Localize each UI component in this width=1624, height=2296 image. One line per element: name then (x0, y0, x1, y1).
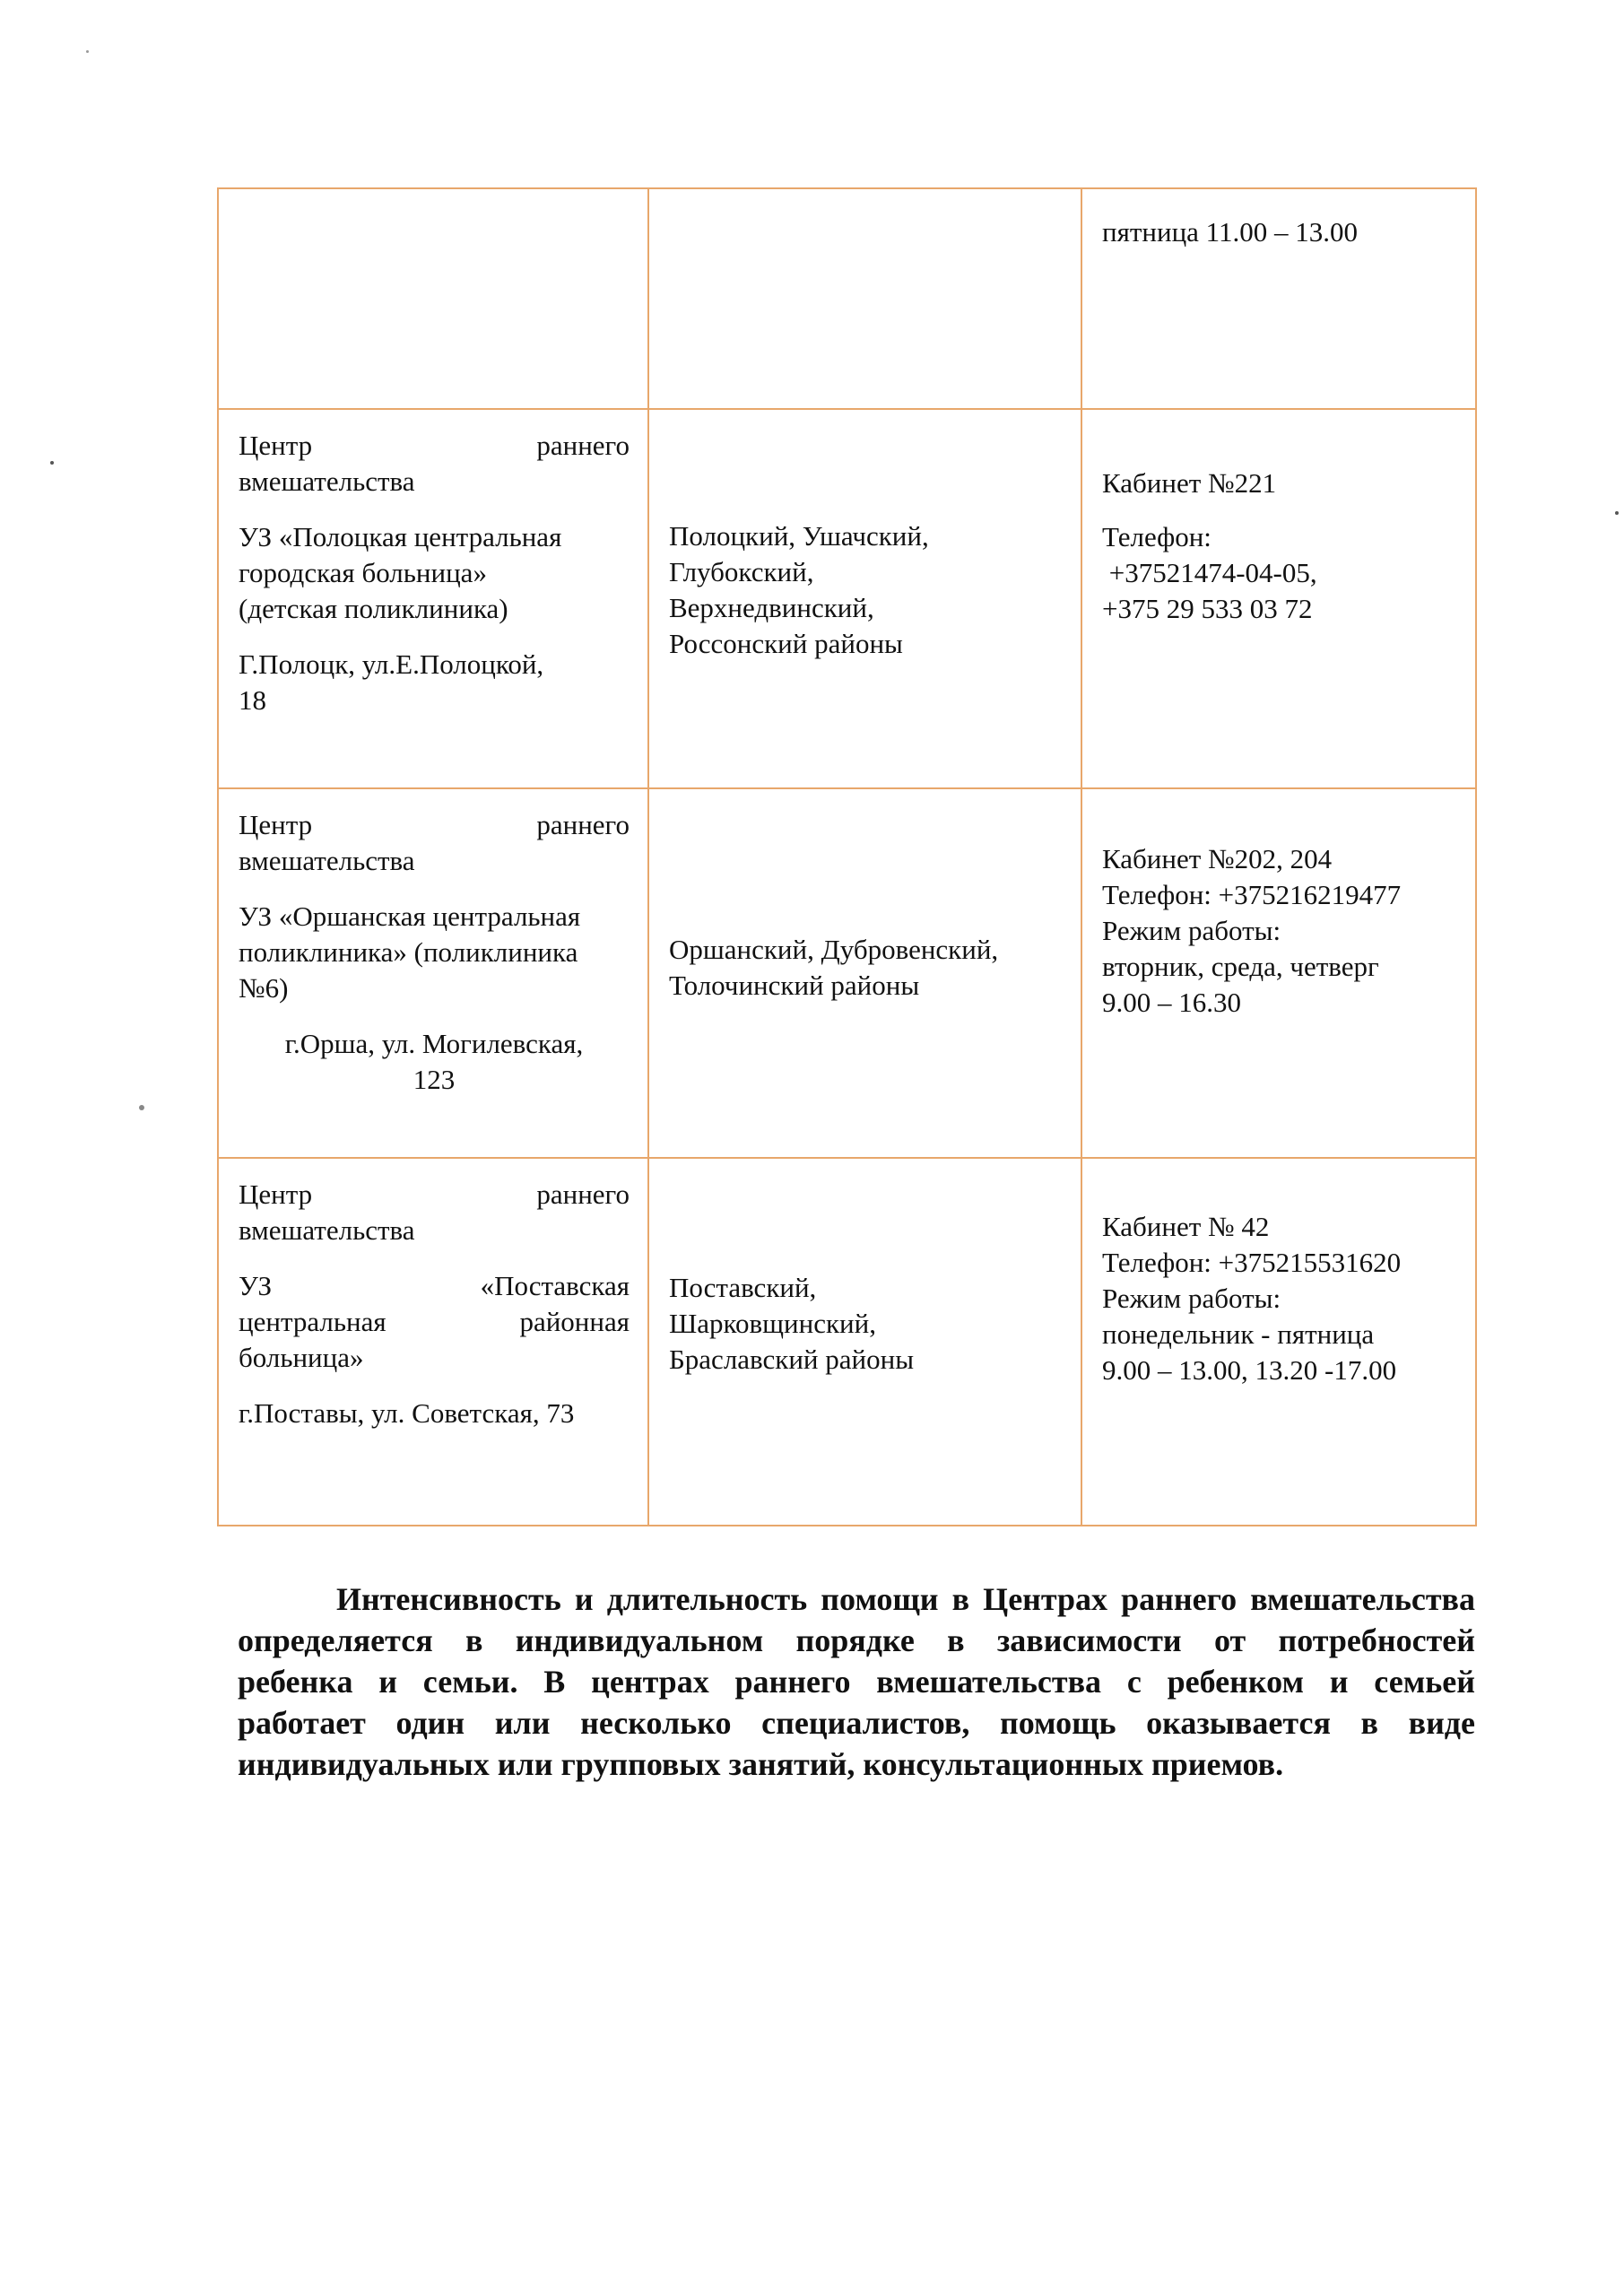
paragraph-line: работает один или несколько специалистов, помощь оказывается в виде (238, 1705, 1475, 1741)
center-word: раннего (536, 809, 630, 840)
table-row (218, 788, 1476, 1158)
center-name-line (239, 1177, 630, 1213)
office-number: Кабинет №202, 204 (1102, 843, 1333, 874)
organization-line: УЗ «Оршанская центральная (239, 900, 581, 932)
working-days: вторник, среда, четверг (1102, 951, 1379, 982)
districts-cell (648, 1158, 1081, 1526)
center-cell (218, 1158, 648, 1526)
districts-line: Оршанский, Дубровенский, (669, 934, 999, 965)
center-name-line2: вмешательства (239, 845, 415, 876)
center-cell (218, 409, 648, 788)
table-row (218, 409, 1476, 788)
organization-line: больница» (239, 1342, 364, 1373)
districts-line: Шарковщинский, (669, 1308, 876, 1339)
working-hours-label: Режим работы: (1102, 1283, 1281, 1314)
table-row (218, 1158, 1476, 1526)
organization-line (239, 1304, 630, 1340)
districts-line: Полоцкий, Ушачский, (669, 519, 929, 552)
early-intervention-centers-table (217, 187, 1477, 1526)
phone-number: Телефон: +375215531620 (1102, 1247, 1402, 1278)
center-name-line (239, 428, 630, 464)
center-word: Центр (239, 809, 313, 840)
center-word: Центр (239, 1178, 313, 1210)
center-cell (218, 188, 648, 409)
scan-speck (50, 461, 54, 465)
districts-cell (648, 788, 1081, 1158)
organization-line: (детская поликлиника) (239, 593, 508, 624)
center-word: Центр (239, 430, 313, 461)
organization-word: «Поставская (480, 1270, 630, 1301)
districts-line: Россонский районы (669, 627, 903, 659)
districts-line: Верхнедвинский, (669, 591, 874, 623)
organization-line (239, 1268, 630, 1304)
table-row (218, 188, 1476, 409)
office-number: Кабинет №221 (1102, 467, 1277, 499)
office-number: Кабинет № 42 (1102, 1211, 1270, 1242)
address-line: 18 (239, 684, 266, 716)
districts-cell (648, 409, 1081, 788)
paragraph-line: индивидуальных или групповых занятий, консультационных приемов. (238, 1746, 1284, 1782)
working-hours: 9.00 – 16.30 (1102, 987, 1241, 1018)
address-line: 123 (413, 1064, 456, 1095)
districts-line: Поставский, (669, 1272, 817, 1303)
paragraph-line: Интенсивность и длительность помощи в Центрах раннего вмешательства (336, 1581, 1475, 1617)
phone-label: Телефон: (1102, 521, 1211, 552)
center-cell (218, 788, 648, 1158)
paragraph-line: ребенка и семьи. В центрах раннего вмешательства с ребенком и семьей (238, 1664, 1475, 1700)
contacts-cell (1081, 788, 1476, 1158)
center-name-line2: вмешательства (239, 1214, 415, 1246)
organization-line: №6) (239, 972, 289, 1004)
phone-number: Телефон: +375216219477 (1102, 879, 1402, 910)
contacts-cell (1081, 1158, 1476, 1526)
organization-word: районная (519, 1306, 630, 1337)
center-word: раннего (536, 1178, 630, 1210)
organization-word: центральная (239, 1306, 386, 1337)
contacts-cell (1081, 188, 1476, 409)
organization-line: поликлиника» (поликлиника (239, 936, 578, 968)
contacts-cell (1081, 409, 1476, 788)
districts-line: Толочинский районы (669, 970, 920, 1001)
scan-speck (1615, 511, 1619, 515)
intensity-paragraph (238, 1578, 1475, 1785)
working-days: понедельник - пятница (1102, 1318, 1375, 1350)
center-name-line2: вмешательства (239, 465, 415, 497)
scan-speck (86, 50, 89, 53)
center-word: раннего (536, 430, 630, 461)
center-name-line (239, 807, 630, 843)
working-hours-label: Режим работы: (1102, 915, 1281, 946)
scan-speck (139, 1105, 144, 1110)
address-line: Г.Полоцк, ул.Е.Полоцкой, (239, 648, 544, 680)
address-line: г.Орша, ул. Могилевская, (284, 1028, 584, 1059)
districts-line: Браславский районы (669, 1344, 915, 1375)
organization-line: УЗ «Полоцкая центральная (239, 521, 562, 552)
address-line: г.Поставы, ул. Советская, 73 (239, 1397, 575, 1429)
paragraph-line: определяется в индивидуальном порядке в зависимости от потребностей (238, 1622, 1475, 1658)
districts-line: Глубокский, (669, 555, 814, 587)
phone-number: +37521474-04-05, (1102, 557, 1317, 588)
phone-number: +375 29 533 03 72 (1102, 593, 1313, 624)
organization-line: городская больница» (239, 557, 487, 588)
schedule-text: пятница 11.00 – 13.00 (1102, 216, 1359, 248)
working-hours: 9.00 – 13.00, 13.20 -17.00 (1102, 1354, 1397, 1386)
organization-word: УЗ (239, 1270, 273, 1301)
districts-cell (648, 188, 1081, 409)
